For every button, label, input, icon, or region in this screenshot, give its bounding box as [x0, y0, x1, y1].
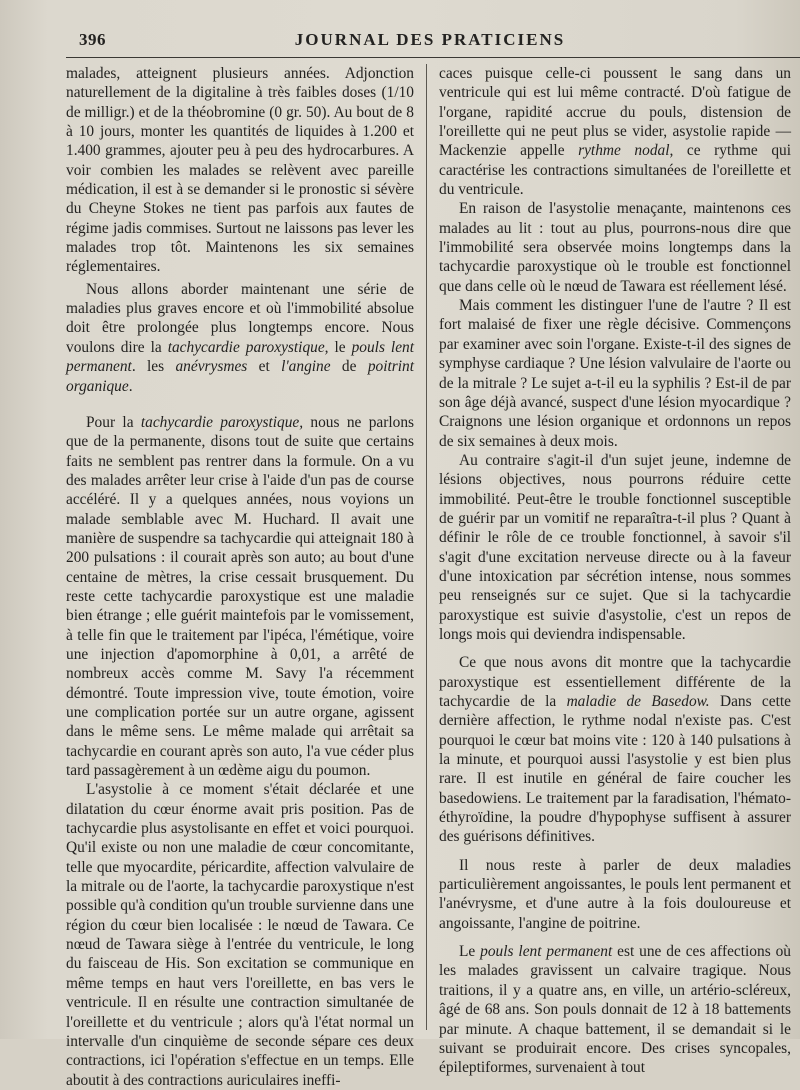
paragraph: Mais comment les distinguer l'une de l'autre ? Il est fort malaisé de fixer une règle décisive. Commençons par examiner avec soin l'organe. Existe-t-il des signes de symphyse cardiaque ? Une lésion valvulaire de l'aorte ou de la mitrale ? Le sujet a-t-il eu la syphilis ? Est-il de par son âge déjà avancé, suspect d'une lésion myocardique ? Craignons une lésion organique et ordonnons un repos de six semaines à deux mois. — [439, 297, 791, 450]
page-number: 396 — [79, 30, 106, 49]
paragraph: caces puisque celle-ci poussent le sang dans un ventricule qui est lui même contracté. D'où fatigue de l'organe, rapidité accrue du pouls, distension de l'oreillette qui ne peut plus se vider, asystolie rapide — Mackenzie appelle rythme nodal, ce rythme qui caractérise les contractions simultanées de l'oreillette et du ventricule. — [439, 65, 792, 199]
running-title: JOURNAL DES PRATICIENS — [294, 30, 566, 49]
paragraph: malades, atteignent plusieurs années. Adjonction naturellement de la digitaline à très faibles doses (1/10 de milligr.) et de la théobromine (0 gr. 50). Au bout de 8 à 10 jours, monter les quantités de liquides à 1.200 et 1.400 grammes, ajouter peu à peu des hydrocarbures. A voir combien les malades se relèvent avec pareille médication, il est à se demander si le pronostic si sévère du Cheyne Stokes ne tient pas parfois aux fautes de régime jadis commises. Surtout ne laissons pas lever les malades trop tôt. Maintenons les six semaines réglementaires. — [66, 65, 414, 276]
page-header — [0, 22, 800, 62]
header-rule — [66, 57, 800, 58]
paragraph: Pour la tachycardie paroxystique, nous ne parlons que de la permanente, disons tout de suite que certains faits ne semblent pas rentrer dans la formule. On a vu des malades arrêter leur crise à l'aide d'un pas de course accéléré. Il y a quelques années, nous voyions un malade semblable avec M. Huchard. Il avait une manière de suspendre sa tachycardie qui atteignait 180 à 200 pulsations : il courait après son auto; au bout d'une centaine de mètres, la crise cessait brusquement. Du reste cette tachycardie paroxystique est une maladie bien étrange ; elle guérit maintefois par le vomissement, à telle fin que le traitement par l'ipéca, l'émétique, voire une injection d'apomorphine à 0,01, a arrêté de nombreux accès comme M. Savy l'a récemment démontré. Toute impression vive, toute émotion, voire une complication portée sur un autre organe, agissent dans le même sens. Le même malade qui arrêtait sa tachycardie en courant après son auto, l'a vue céder plus tard passagèrement à un œdème aigu du poumon. — [66, 413, 415, 780]
paragraph: Au contraire s'agit-il d'un sujet jeune, indemne de lésions objectives, nous pourrons réduire cette immobilité. Peut-être le trouble fonctionnel susceptible de guérir par un vomitif ne reparaîtra-t-il plus ? Quant à définir le rôle de ce trouble fonctionnel, à savoir s'il s'agit d'une excitation nerveuse directe ou à la faveur d'une intoxication par sécrétion intense, nous sommes peu renseignés sur ce sujet. Que si la tachycardie paroxystique est suivie d'asystolie, c'est un repos de longs mois qui deviendra indispensable. — [439, 451, 791, 643]
paragraph: L'asystolie à ce moment s'était déclarée et une dilatation du cœur énorme avait pris position. Pas de tachycardie plus asystolisante en effet et voici pourquoi. Qu'il existe ou non une maladie de cœur concomitante, telle que myocardite, péricardite, affection valvulaire de la mitrale ou de l'aorte, la tachycardie paroxystique n'est possible qu'à condition qu'un trouble survienne dans une région du cœur bien localisée : le nœud de Tawara. Ce nœud de Tawara siège à l'entrée du ventricule, le long du faisceau de His. Son excitation se communique en même temps en haut vers l'oreillette, en bas vers le ventricule. Il en résulte une contraction simultanée de l'oreillette et du ventricule ; alors qu'à l'état normal un intervalle d'un cinquième de seconde sépare ces deux contractions, ici l'opération s'effectue en un temps. Elle aboutit à des contractions auriculaires ineffi- — [66, 781, 414, 1089]
paragraph: Le pouls lent permanent est une de ces affections où les malades gravissent un calvaire tragique. Nous traitions, il y a quatre ans, en ville, un artério-scléreux, âgé de 68 ans. Son pouls donnait de 12 à 18 battements par minute. A chaque battement, il se demandait si le suivant se produirait encore. Des crises syncopales, épileptiformes, survenaient à tout — [439, 943, 791, 1077]
paragraph: Nous allons aborder maintenant une série de maladies plus graves encore et où l'immobilité absolue doit être prolongée plus longtemps encore. Nous voulons dire la tachycardie paroxystique, le pouls lent permanent. les anévrysmes et l'angine de poitrint organique. — [66, 280, 414, 395]
left-column — [66, 64, 414, 1090]
paragraph: En raison de l'asystolie menaçante, maintenons ces malades au lit : tout au plus, pourrons-nous dire que l'immobilité sera observée moins longtemps dans la tachycardie paroxystique où le trouble est fonctionnel que dans celle où le nœud de Tawara est réellement lésé. — [439, 200, 791, 295]
paragraph: Ce que nous avons dit montre que la tachycardie paroxystique est essentiellement différente de la tachycardie de la maladie de Basedow. Dans cette dernière affection, le rythme nodal n'existe pas. C'est pourquoi le cœur bat moins vite : 120 à 140 pulsations à la minute, et pourquoi aussi l'asystolie y est bien plus rare. Il est inutile en général de faire coucher les basedowiens. Le traitement par la faradisation, l'hémato-éthyroïdine, la poudre d'hypophyse suffisent à assurer des guérisons définitives. — [439, 654, 791, 846]
column-divider — [426, 64, 427, 1030]
paragraph: Il nous reste à parler de deux maladies particulièrement angoissantes, le pouls lent permanent et l'anévrysme, et d'une autre à la fois douloureuse et angoissante, l'angine de poitrine. — [439, 856, 791, 932]
right-column — [439, 64, 791, 1078]
